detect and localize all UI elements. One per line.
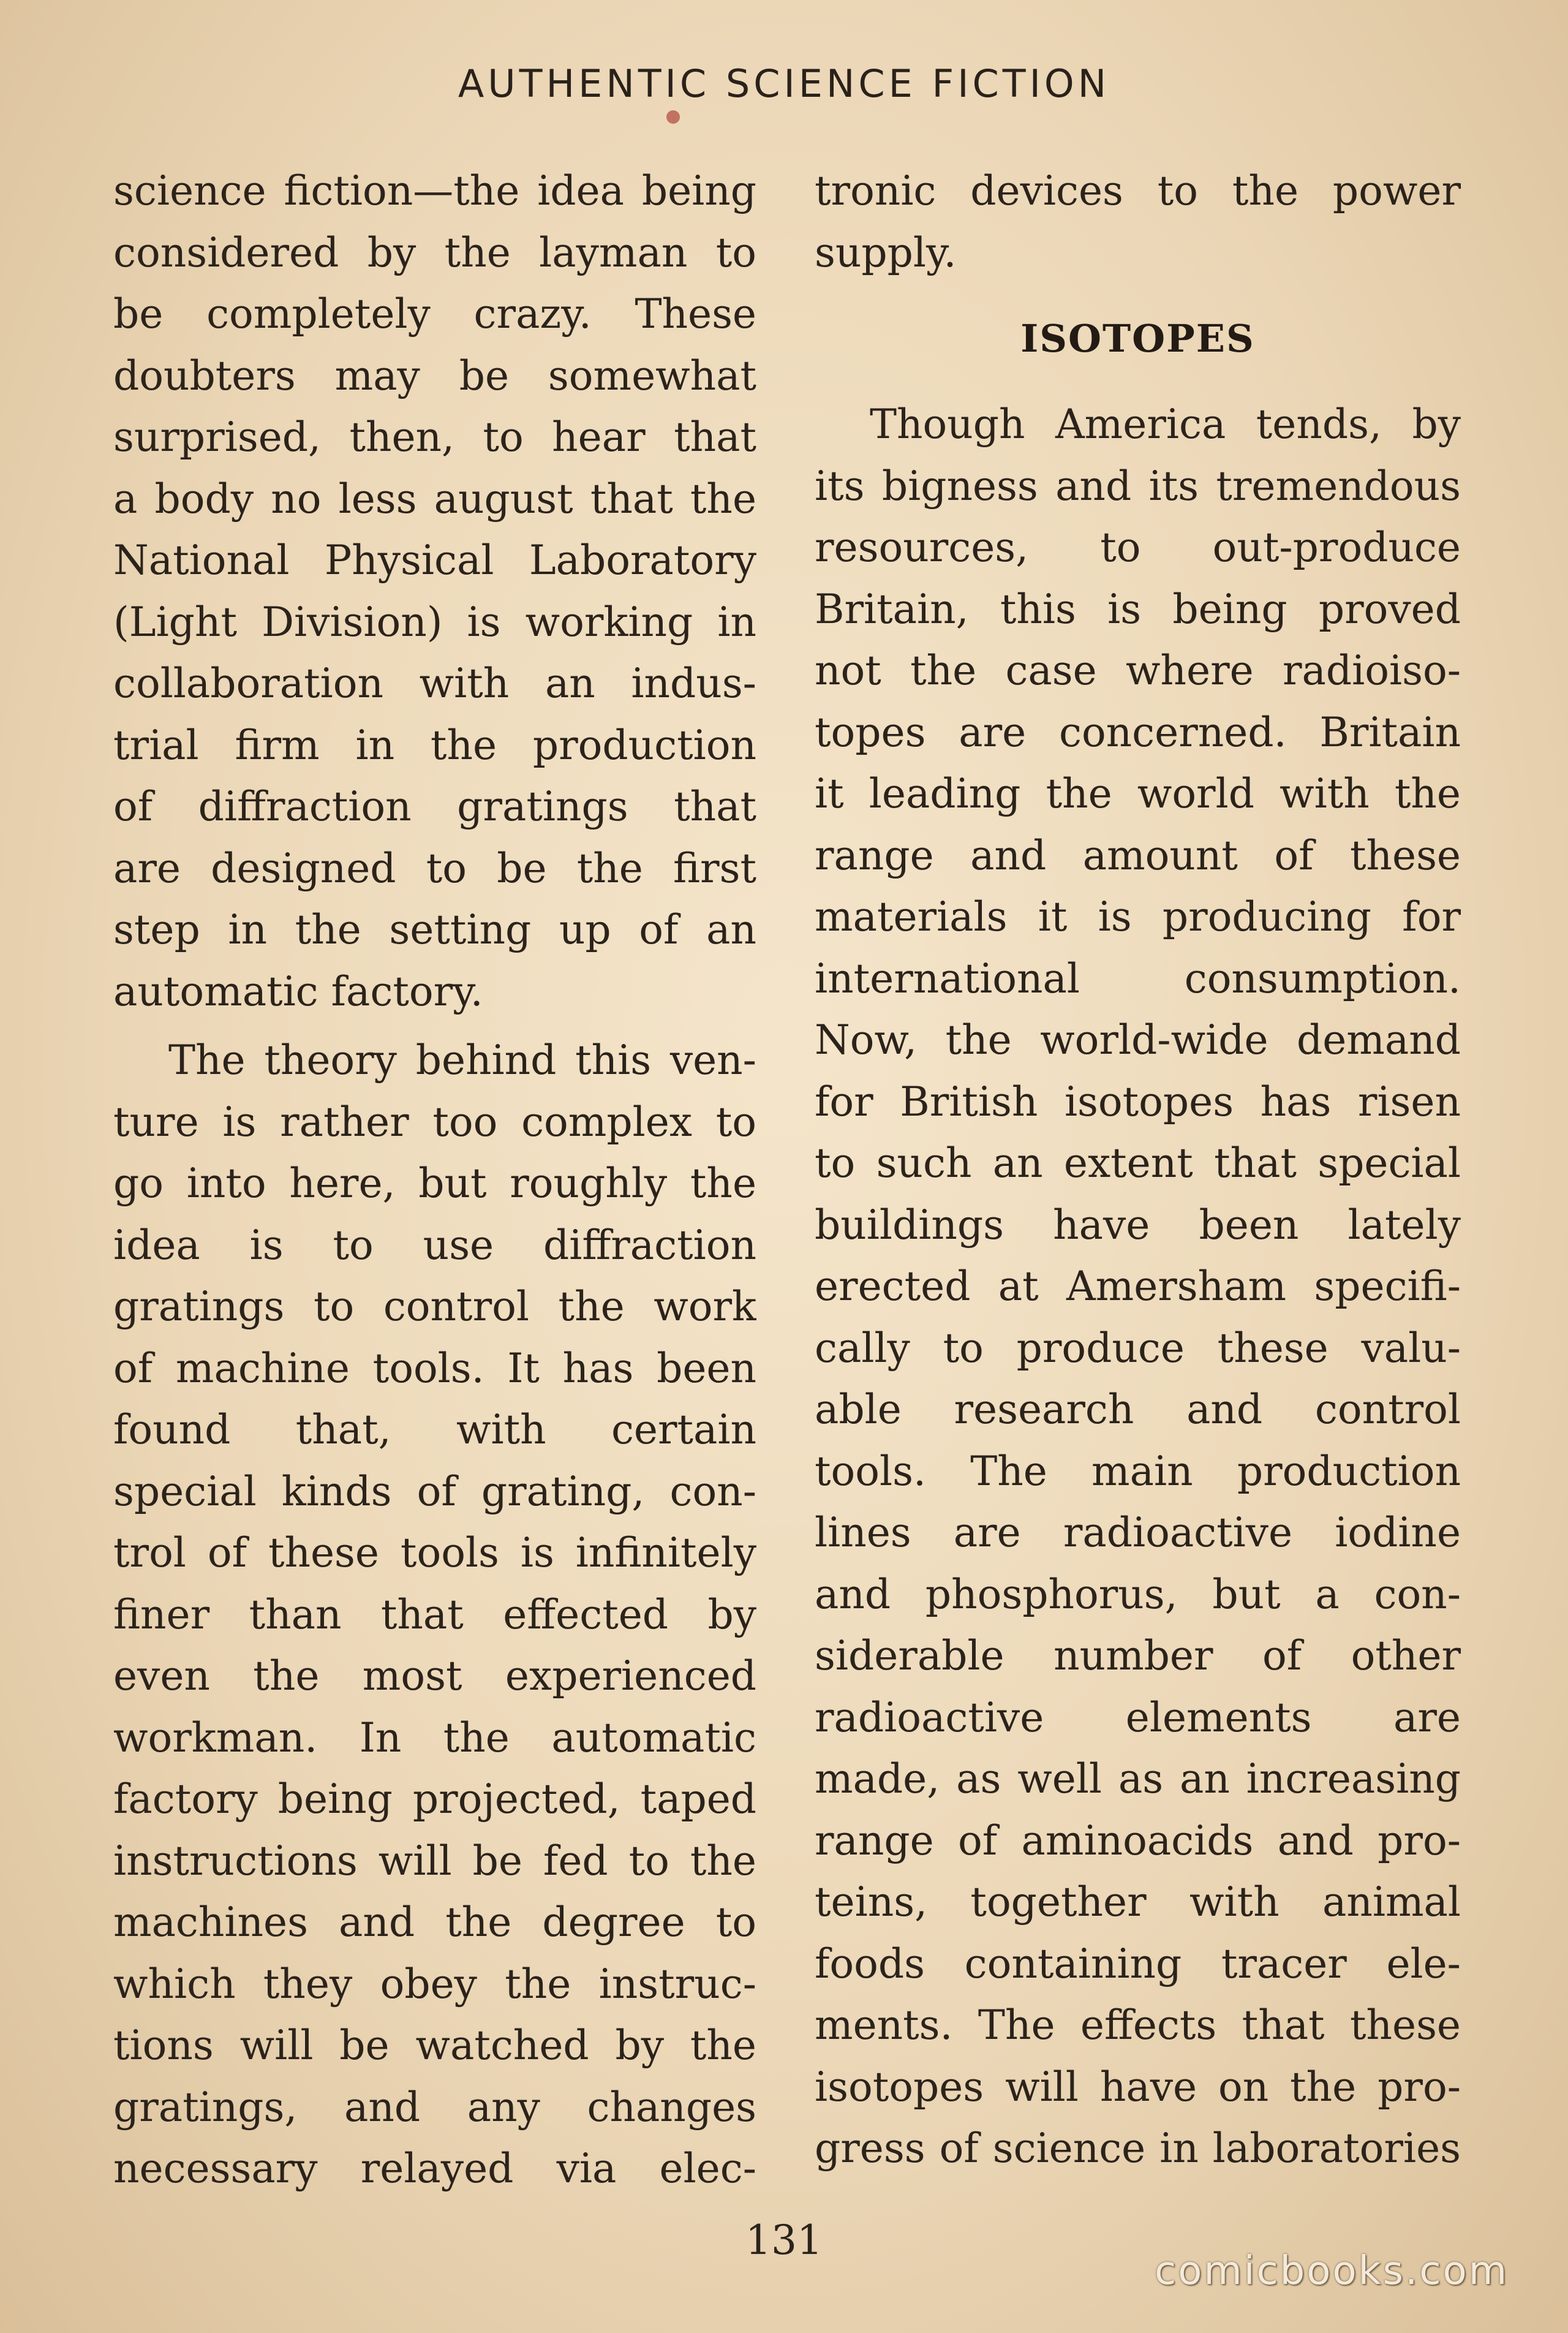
text-line: tools. The main production: [815, 1447, 1461, 1495]
text-line: machines and the degree to: [113, 1899, 756, 1946]
watermark: comicbooks.com: [1155, 2248, 1509, 2294]
text-line: (Light Division) is working in: [113, 598, 756, 646]
text-line: instructions will be fed to the: [113, 1837, 756, 1885]
text-line: necessary relayed via elec-: [113, 2145, 756, 2192]
text-line: be completely crazy. These: [113, 290, 756, 338]
text-line: finer than that effected by: [113, 1590, 756, 1638]
text-line: for British isotopes has risen: [815, 1078, 1461, 1125]
text-line: and phosphorus, but a con-: [815, 1570, 1461, 1618]
text-line: supply.: [815, 229, 957, 276]
text-line: trial firm in the production: [113, 721, 756, 769]
text-line: foods containing tracer ele-: [815, 1940, 1461, 1987]
text-line: factory being projected, taped: [113, 1775, 756, 1823]
text-line: ture is rather too complex to: [113, 1098, 756, 1146]
text-line: siderable number of other: [815, 1632, 1461, 1679]
text-line: trol of these tools is infinitely: [113, 1529, 756, 1576]
text-line: Britain, this is being proved: [815, 585, 1461, 633]
text-line: found that, with certain: [113, 1406, 756, 1453]
text-line: tions will be watched by the: [113, 2022, 756, 2069]
text-line: doubters may be somewhat: [113, 352, 756, 399]
text-line: able research and control: [815, 1386, 1461, 1433]
section-heading: ISOTOPES: [1020, 316, 1255, 361]
text-line: not the case where radioiso-: [815, 647, 1461, 694]
heading-gap: [815, 284, 1461, 308]
heading-gap: [815, 369, 1461, 394]
text-line: radioactive elements are: [815, 1693, 1461, 1741]
text-line: range and amount of these: [815, 831, 1461, 879]
text-line: are designed to be the first: [113, 844, 756, 892]
text-line: special kinds of grating, con-: [113, 1467, 756, 1515]
text-line: Now, the world-wide demand: [815, 1016, 1461, 1064]
text-line: made, as well as an increasing: [815, 1755, 1461, 1802]
text-line: considered by the layman to: [113, 229, 756, 276]
text-line: of machine tools. It has been: [113, 1344, 756, 1392]
text-line: even the most experienced: [113, 1652, 756, 1700]
text-line: tronic devices to the power: [815, 167, 1461, 214]
text-line: it leading the world with the: [815, 770, 1461, 817]
text-line: cally to produce these valu-: [815, 1324, 1461, 1372]
text-line: a body no less august that the: [113, 475, 756, 523]
text-line: international consumption.: [815, 955, 1461, 1002]
right-column: [815, 161, 1461, 2180]
text-line: step in the setting up of an: [113, 906, 756, 953]
text-line: automatic factory.: [113, 967, 483, 1015]
text-line: gratings to control the work: [113, 1283, 756, 1330]
text-line: workman. In the automatic: [113, 1714, 756, 1761]
text-line: go into here, but roughly the: [113, 1160, 756, 1207]
ink-spot: [666, 110, 680, 124]
text-line: buildings have been lately: [815, 1201, 1461, 1249]
text-line: range of aminoacids and pro-: [815, 1817, 1461, 1864]
text-line: to such an extent that special: [815, 1140, 1461, 1187]
text-line: materials it is producing for: [815, 893, 1461, 940]
text-line: science fiction—the idea being: [113, 167, 756, 214]
running-header: AUTHENTIC SCIENCE FICTION: [458, 61, 1110, 106]
text-line: gratings, and any changes: [113, 2083, 756, 2131]
text-line: Though America tends, by: [870, 401, 1461, 448]
text-line: National Physical Laboratory: [113, 537, 756, 584]
paragraph-gap: [113, 1023, 756, 1030]
text-line: resources, to out-produce: [815, 524, 1461, 571]
text-line: ments. The effects that these: [815, 2002, 1461, 2049]
text-line: isotopes will have on the pro-: [815, 2063, 1461, 2111]
page-number: 131: [745, 2217, 823, 2264]
text-line: lines are radioactive iodine: [815, 1509, 1461, 1556]
text-line: The theory behind this ven-: [168, 1037, 756, 1084]
text-line: erected at Amersham specifi-: [815, 1263, 1461, 1310]
text-line: topes are concerned. Britain: [815, 708, 1461, 756]
text-line: gress of science in laboratories: [815, 2125, 1461, 2172]
text-line: surprised, then, to hear that: [113, 414, 756, 461]
text-line: teins, together with animal: [815, 1878, 1461, 1926]
text-line: of diffraction gratings that: [113, 783, 756, 830]
left-column: [113, 161, 756, 2200]
text-line: idea is to use diffraction: [113, 1221, 756, 1269]
text-line: which they obey the instruc-: [113, 1960, 756, 2008]
text-line: its bigness and its tremendous: [815, 462, 1461, 510]
text-line: collaboration with an indus-: [113, 660, 756, 707]
